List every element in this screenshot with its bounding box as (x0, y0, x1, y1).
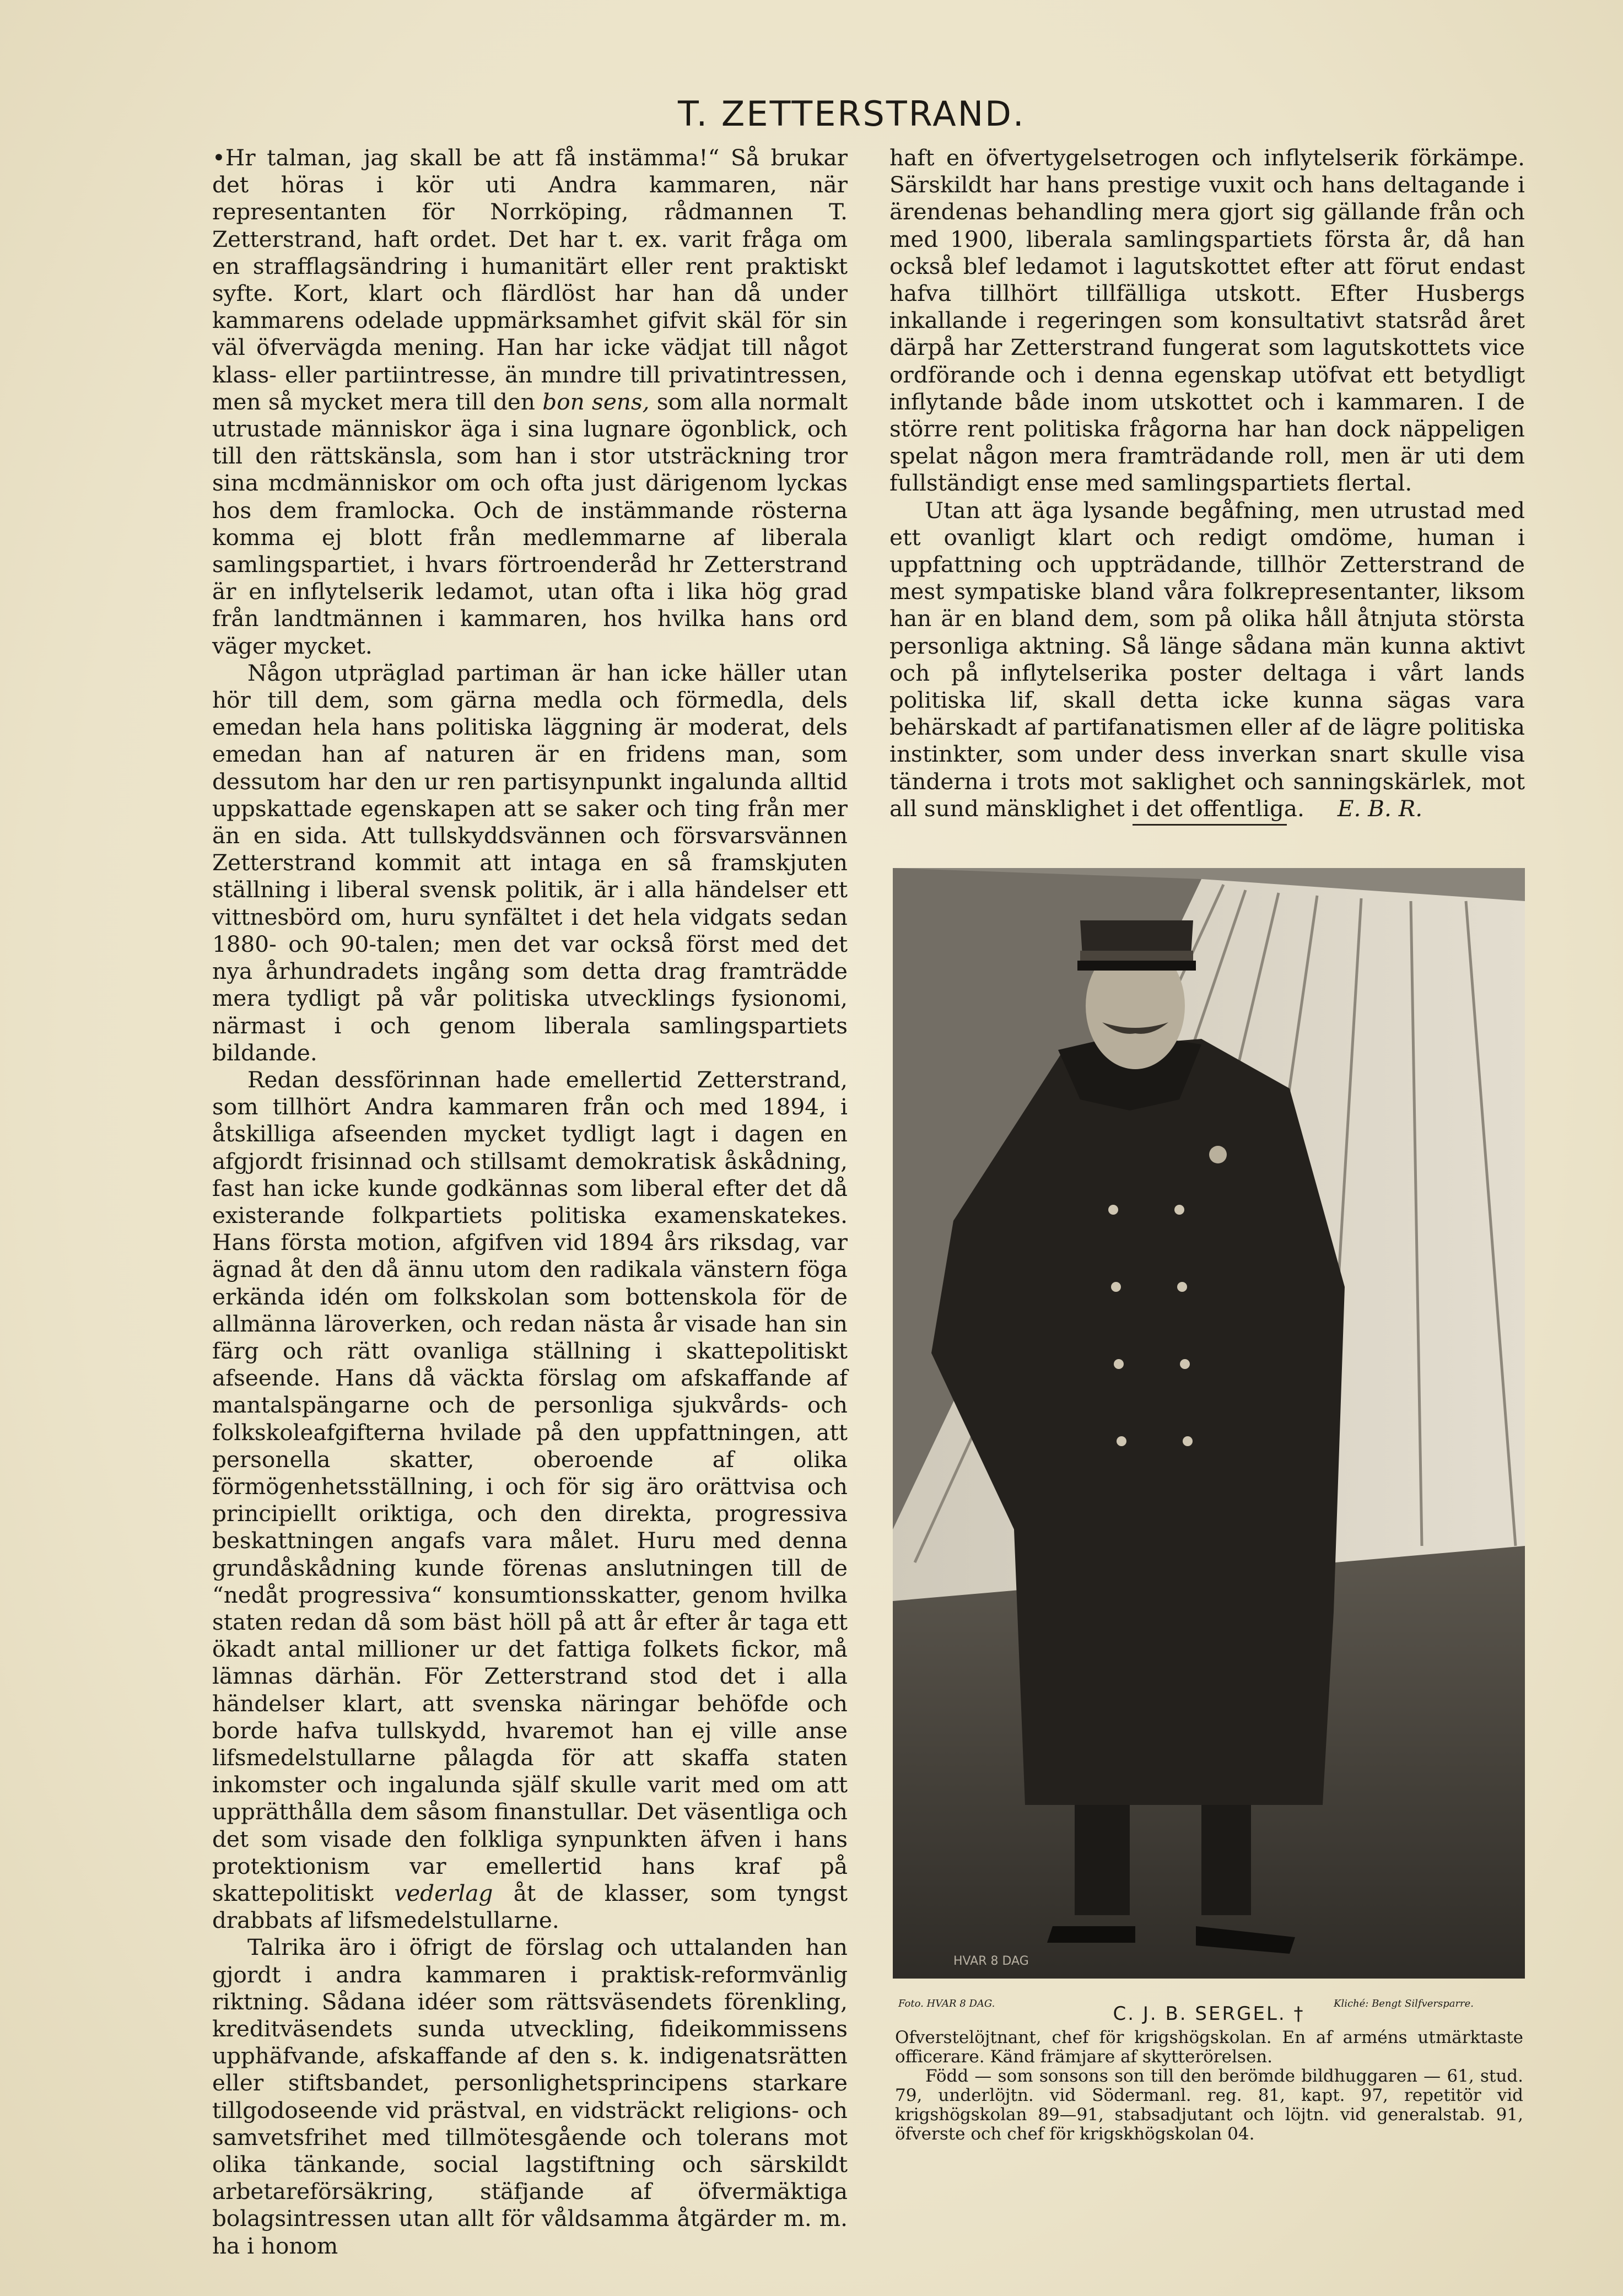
right-text-column (889, 144, 1525, 822)
photo-caption (895, 2028, 1523, 2144)
paragraph-2: Någon utpräglad partiman är han icke häller utan hör till dem, som gärna medla och förmedla, dels emedan hela hans politiska läggning är moderat, dels emedan han af naturen är en fridens man, som dessutom har den ur ren partisynpunkt ingalunda alltid uppskattade egenskapen att se saker och ting från mer än en sida. Att tullskyddsvännen och försvarsvännen Zetterstrand kommit att intaga en så framskjuten ställning i liberal svensk politik, är i alla händelser ett vittnesbörd om, huru synfältet i det hela vidgats sedan 1880- och 90-talen; men det var också först med det nya århundradets ingång som detta drag framträdde mera tydligt på vår politiska utvecklings fysionomi, närmast i och genom liberala samlingspartiets bildande. (212, 659, 848, 1066)
paragraph-1-italic: bon sens, (542, 388, 650, 415)
paragraph-3 (212, 1066, 848, 1934)
article-heading: T. ZETTERSTRAND. (678, 94, 1026, 134)
paragraph-3-italic: vederlag (394, 1880, 493, 1906)
paragraph-3-start: Redan dessförinnan hade emellertid Zetterstrand, som tillhört Andra kammaren från och med 1894, i åtskilliga afseenden mycket tydligt lagt i dagen en afgjordt frisinnad och stillsamt demokratisk åskådning, fast han icke kunde godkännas som liberal efter det då existerande folkpartiets politiska examenskatekes. Hans första motion, afgifven vid 1894 års riksdag, var ägnad åt den då ännu utom den radikala vänstern föga erkända idén om folkskolan som bottenskola för de allmänna läroverken, och redan nästa år visade han sin färg och rätt ovanliga ställning i skattepolitiskt afseende. Hans då väckta förslag om afskaffande af mantalspängarne och de personliga sjukvårds- och folkskoleafgifterna hvilade på den uppfattningen, att personella skatter, oberoende af olika förmögenhetsställning, i och för sig äro orättvisa och principiellt oriktiga, och den direkta, progressiva beskattningen angafs vara målet. Huru med denna grundåskådning kunde förenas anslutningen till de “nedåt progressiva“ konsumtionsskatter, genom hvilka staten redan då som bäst höll på att år efter år taga ett ökadt antal millioner ur det fattiga folkets fickor, må lämnas därhän. För Zetterstrand stod det i alla händelser klart, att svenska näringar behöfde och borde hafva tullskydd, hvaremot han ej ville anse lifsmedelstullarne pålagda för att skaffa staten inkomster och ingalunda själf skulle varit med om att upprätthålla dem såsom finanstullar. Det väsentliga och det som visade den folkliga synpunkten äfven i hans protektionism var emellertid hans kraf på skattepolitiskt (212, 1066, 848, 1906)
paragraph-4: Talrika äro i öfrigt de förslag och uttalanden han gjordt i andra kammaren i praktisk-reformvänlig riktning. Sådana idéer som rättsväsendets förenkling, kreditväsendets sunda utveckling, fideikommissens upphäfvande, afskaffande af den s. k. indigenatsrätten eller stiftsbandet, personlighetsprincipens starkare tillgodoseende vid prästval, en vidsträckt religions- och samvetsfrihet med tillmötesgående och tolerans mot olika tänkande, social lagstiftning och särskildt arbetareförsäkring, stäfjande af öfvermäktiga bolagsintressen utan allt för våldsamma åtgärder m. m. ha i honom (212, 1934, 848, 2259)
paragraph-1-start: •Hr talman, jag skall be att få instämma!“ Så brukar det höras i kör uti Andra kammaren, när representanten för Norrköping, rådmannen T. Zetterstrand, haft ordet. Det har t. ex. varit fråga om en strafflagsändring i humanitärt eller rent praktiskt syfte. Kort, klart och flärdlöst har han då under kammarens odelade uppmärksamhet gifvit skäl för sin väl öfvervägda mening. Han har icke vädjat till något klass- eller partiintresse, än mındre till privatintressen, men så mycket mera till den (212, 144, 848, 415)
portrait-illustration (893, 868, 1525, 1979)
paragraph-6 (889, 497, 1525, 822)
section-divider (1133, 824, 1287, 826)
paragraph-1 (212, 144, 848, 660)
paragraph-5: haft en öfvertygelsetrogen och inflytelserik förkämpe. Särskildt har hans prestige vuxit och hans deltagande i ärendenas behandling mera gjort sig gällande från och med 1900, liberala samlingspartiets första år, då han också blef ledamot i lagutskottet efter att förut endast hafva tillhört tillfälliga utskott. Efter Husbergs inkallande i regeringen som konsultativt statsråd året därpå har Zetterstrand fungerat som lagutskottets vice ordförande och i denna egenskap utöfvat ett betydligt inflytande både inom utskottet och i kammaren. I de större rent politiska frågorna har han dock näppeligen spelat någon mera framträdande roll, men är uti dem fullständigt ense med samlingspartiets flertal. (889, 144, 1525, 497)
paragraph-6-text: Utan att äga lysande begåfning, men utrustad med ett ovanligt klart och redigt omdöme, human i uppfattning och uppträdande, tillhör Zetterstrand de mest sympatiske bland våra folkrepresentanter, liksom han är en bland dem, som på olika håll åtnjuta största personliga aktning. Så länge sådana män kunna aktivt och på inflytelserika poster deltaga i vårt lands politiska lif, skall detta icke kunna sägas vara behärskadt af partifanatismen eller af de lägre politiska instinkter, som under dess inverkan snart skulle visa tänderna i trots mot saklighet och sanningskärlek, mot all sund mänsklighet i det offentliga. (889, 497, 1525, 822)
photo-credit: Foto. HVAR 8 DAG. (898, 1998, 995, 2009)
caption-title: C. J. B. SERGEL. † (1113, 2003, 1305, 2025)
caption-line-2: Född — som sonsons son till den berömde bildhuggaren — 61, stud. 79, underlöjtn. vid Södermanl. reg. 81, kapt. 97, repetitör vid krigshögskolan 89—91, stabsadjutant och löjtn. vid generalstab. 91, öfverste och chef för krigskhögskolan 04. (895, 2066, 1523, 2144)
cap-visor (1077, 961, 1196, 971)
medal-decoration (1209, 1146, 1227, 1163)
photo-watermark: HVAR 8 DAG (953, 1954, 1029, 1968)
caption-line-1: Ofverstelöjtnant, chef för krigshögskolan. En af arméns utmärktaste officerare. Känd främjare af skytterörelsen. (895, 2028, 1523, 2067)
paragraph-3-end: åt de klasser, som tyngst drabbats af lifsmedelstullarne. (212, 1880, 848, 1934)
cliche-credit: Kliché: Bengt Silfversparre. (1334, 1998, 1474, 2009)
author-signature: E. B. R. (1337, 795, 1423, 822)
portrait-photo (893, 868, 1525, 1979)
paragraph-1-end: som alla normalt utrustade människor äga i sina lugnare ögonblick, och till den rättskänsla, som han i stor utsträckning tror sina mcdmänniskor om och ofta just därigenom lyckas hos dem framlocka. Och de instämmande rösterna komma ej blott från medlemmarne af liberala samlingspartiet, i hvars förtroenderåd hr Zetterstrand är en inflytelserik ledamot, utan ofta i lika hög grad från landtmännen i kammaren, hos hvilka hans ord väger mycket. (212, 388, 848, 659)
left-shoe (1047, 1926, 1135, 1943)
left-text-column (212, 144, 848, 2260)
